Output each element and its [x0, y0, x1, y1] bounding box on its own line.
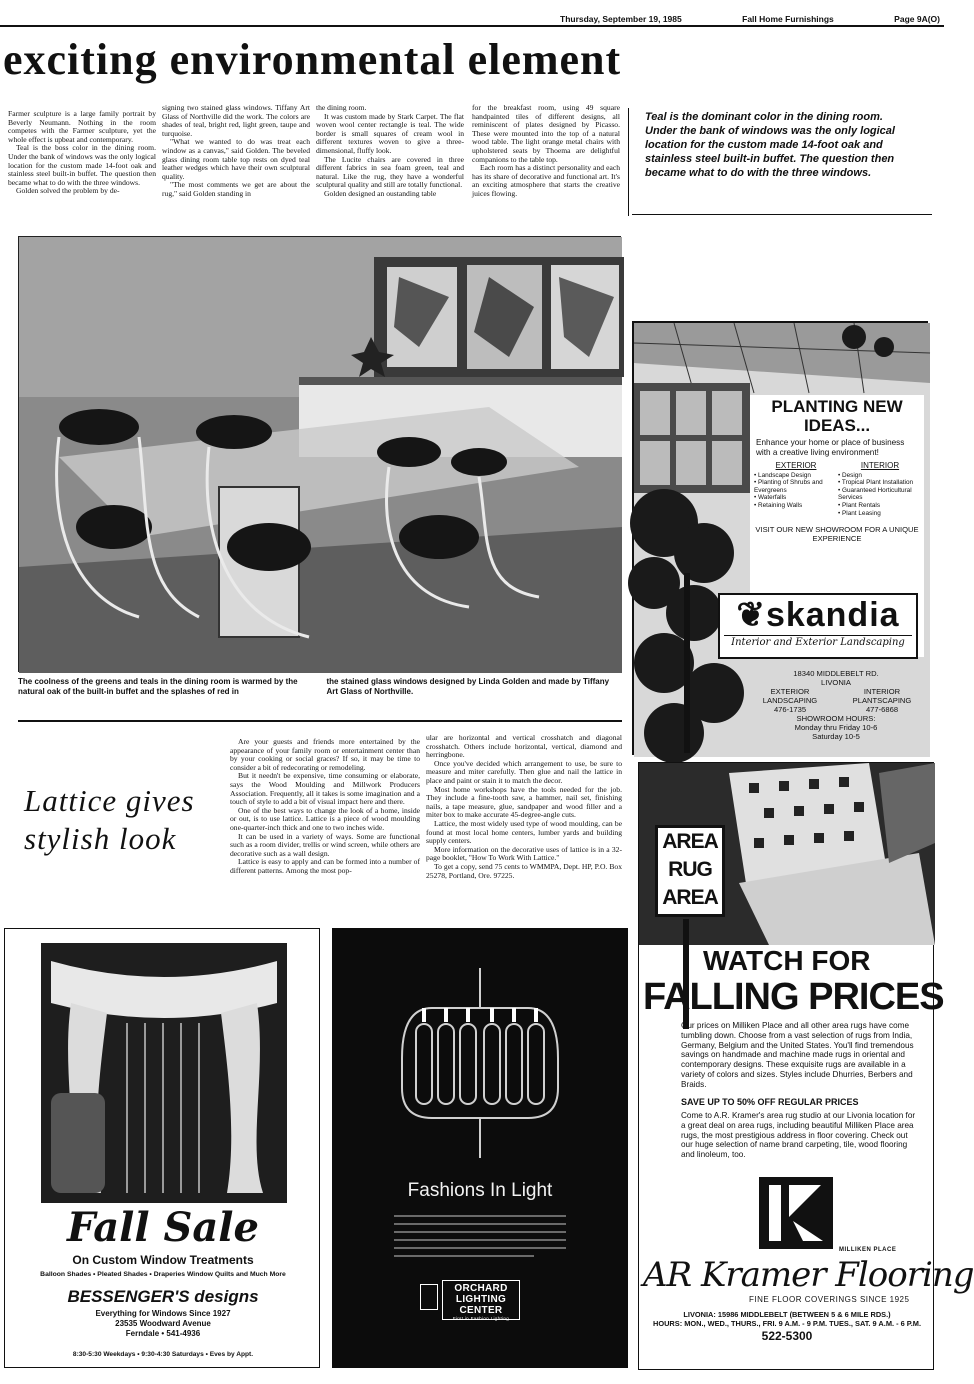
kramer-falling-prices: FALLING PRICES — [643, 976, 944, 1018]
orchard-logo-tagline: First in Fashion Lighting — [452, 1316, 510, 1321]
page-masthead — [560, 14, 940, 24]
paragraph: The Lucite chairs are covered in three different fabrics in sea foam green, teal and natural. Like the rug, they have a wonderful sculptural quality and still are totally functional. — [316, 154, 464, 190]
list-item: • Plant Rentals — [838, 502, 922, 510]
masthead-rule — [0, 25, 944, 27]
milliken-place-label: MILLIKEN PLACE — [839, 1247, 897, 1253]
area-rug-sign: AREA RUG AREA — [655, 825, 725, 917]
skandia-ad — [632, 321, 928, 755]
drapery-illustration — [41, 943, 287, 1203]
dining-room-illustration — [19, 237, 622, 673]
list-item: • Landscape Design — [754, 472, 838, 480]
skandia-leaf-icon: ❦ — [736, 596, 766, 634]
bessenger-address: 23535 Woodward Avenue — [115, 1319, 211, 1328]
list-item: • Plant Leasing — [838, 510, 922, 518]
lattice-column-2 — [426, 734, 622, 914]
paragraph: Most home workshops have the tools needed for the job. They include a fine-tooth saw, a hammer, nail set, finishing nails, a tape measure, glue, sandpaper and wood filler and a miter box to make accurate 45-degree-angle cuts. — [426, 784, 622, 820]
paragraph: One of the best ways to change the look of a home, inside or out, is to use lattice. Lattice is a piece of wood moulding one-quarter-inch thick and one to two inches wide. — [230, 805, 420, 832]
lattice-headline: Lattice gives stylish look — [24, 783, 195, 856]
paragraph: Golden designed an oustanding table — [324, 188, 437, 198]
kramer-tagline: FINE FLOOR COVERINGS SINCE 1925 — [749, 1295, 910, 1304]
bessenger-headline: Fall Sale — [67, 1204, 259, 1251]
section-rule — [18, 720, 622, 722]
skandia-logo — [718, 593, 918, 659]
paragraph: Golden solved the problem by de- — [16, 186, 120, 196]
kramer-watch-for: WATCH FOR — [703, 945, 871, 976]
skandia-headline: PLANTING NEW IDEAS... — [771, 397, 903, 435]
kramer-address: LIVONIA: 15986 MIDDLEBELT (BETWEEN 5 & 6 MILE RDS.) HOURS: MON., WED., THURS., FRI. 9 A.M. - 9 P.M. TUES., SAT. 9 A.M. - 6 P.M. — [645, 1311, 929, 1328]
showroom-hours-saturday: Saturday 10-5 — [812, 732, 860, 741]
paragraph: Lattice is easy to apply and can be formed into a number of different patterns. Among the most pop- — [230, 857, 420, 875]
list-item: • Design — [838, 472, 922, 480]
list-item: • Tropical Plant Installation — [838, 479, 922, 487]
kramer-flooring-ad — [638, 762, 974, 1370]
paragraph: Farmer sculpture is a large family portrait by Beverly Neumann. Nothing in the room competes with the Farmer sculpture, yet the whole effect is upbeat and contemporary. — [8, 109, 156, 144]
orchard-fine-print — [394, 1212, 566, 1268]
kramer-body: Our prices on Milliken Place and all other area rugs have come tumbling down. Choose from a vast selection of rugs from India, Germany, Belgium and the United States. You'll find tremendous savings on handmade and machine made rugs in oriental and contemporary designs. These exquisite rugs are available in a variety of colors and sizes. Styles include Dhurries, Berbers and Braids. — [681, 1021, 914, 1089]
paragraph: Once you've decided which arrangement to use, be sure to measure and miter carefully. Then glue and nail the lattice in place and paint or stain it to match the decor. — [426, 758, 622, 785]
article-column-1 — [8, 110, 156, 222]
paragraph: It can be used in a variety of ways. Some are functional such as a room divider, trellis or wind screen, while others are decorative such as a wall design. — [230, 831, 420, 858]
exterior-title: EXTERIOR — [775, 461, 817, 470]
masthead-date: Thursday, September 19, 1985 — [560, 14, 682, 24]
kramer-name: AR Kramer Flooring — [643, 1255, 974, 1295]
masthead-page: Page 9A(O) — [894, 14, 940, 24]
paragraph: Each room has a distinct personality and each has its share of decorative and functional art. It's an exciting atmosphere that starts the creative juices flowing. — [472, 163, 620, 198]
bessenger-hours: 8:30-5:30 Weekdays • 9:30-4:30 Saturdays • Eves by Appt. — [72, 1351, 254, 1358]
bessenger-city-phone: Ferndale • 541-4936 — [125, 1329, 201, 1338]
photo-caption — [18, 677, 621, 697]
list-item: • Waterfalls — [754, 494, 838, 502]
bessenger-name: BESSENGER'S designs — [67, 1287, 259, 1306]
dining-room-photo — [18, 236, 621, 672]
article-column-4 — [472, 104, 620, 222]
bessenger-subhead: On Custom Window Treatments — [72, 1253, 254, 1267]
lattice-column-1 — [230, 738, 420, 920]
skandia-services — [750, 458, 924, 517]
masthead-section: Fall Home Furnishings — [742, 14, 834, 24]
paragraph: To get a copy, send 75 cents to WMMPA, Dept. HP, P.O. Box 25278, Portland, Ore. 97225. — [426, 861, 622, 880]
list-item: • Planting of Shrubs and Evergreens — [754, 479, 838, 494]
kramer-save-offer: SAVE UP TO 50% OFF REGULAR PRICES — [681, 1097, 859, 1107]
column-rule — [628, 108, 629, 216]
article-column-3 — [316, 104, 464, 222]
skandia-visit: VISIT OUR NEW SHOWROOM FOR A UNIQUE EXPERIENCE — [755, 525, 919, 544]
list-item: • Retaining Walls — [754, 502, 838, 510]
kramer-body-2: Come to A.R. Kramer's area rug studio at our Livonia location for a great deal on area rugs, including beautiful Milliken Place area rugs, the most prestigious address in floor covering. Check out our huge selection of name brand carpeting, tile, wood flooring and linoleum, too. — [681, 1111, 916, 1160]
interior-contact: INTERIOR PLANTSCAPING 477-6868 — [836, 687, 928, 714]
paragraph: Lattice, the most widely used type of wood moulding, can be found at most local home centers, lumber yards and building supply centers. — [426, 818, 622, 846]
paragraph: signing two stained glass windows. Tiffany Art Glass of Northville did the work. The colors are shades of teal, bright red, light green, taupe and turquoise. — [162, 103, 310, 138]
exterior-services — [754, 462, 838, 517]
pull-quote-rule — [632, 214, 932, 215]
caption-left: The coolness of the greens and teals in the dining room is warmed by the natural oak of the built-in buffet and the splashes of red in — [18, 677, 298, 696]
paragraph: "What we wanted to do was treat each window as a canvas," said Golden. The beveled glass dining room table top rests on dyed teal leather wedges which have their own sculptural quality. — [162, 137, 310, 181]
skandia-contact — [744, 669, 928, 741]
interior-phone: 477-6868 — [865, 705, 899, 714]
paragraph: the dining room. — [316, 103, 367, 112]
caption-right: the stained glass windows designed by Linda Golden and made by Tiffany Art Glass of Northville. — [326, 677, 610, 696]
pull-quote: Teal is the dominant color in the dining room. Under the bank of windows was the only logical location for the custom made 14-foot oak and stainless steel built-in buffet. The question then became what to do with the three windows. — [645, 111, 895, 179]
chandelier-illustration — [392, 968, 568, 1168]
interior-services — [838, 462, 922, 517]
article-column-2 — [162, 104, 310, 222]
article-headline: exciting environmental element — [3, 35, 622, 84]
interior-title: INTERIOR — [860, 461, 900, 470]
skandia-city: LIVONIA — [821, 678, 851, 687]
showroom-hours-weekday: Monday thru Friday 10-6 — [794, 723, 878, 732]
paragraph: "The most comments we get are about the rug," said Golden standing in — [162, 180, 310, 198]
orchard-headline: Fashions In Light — [407, 1180, 553, 1201]
skandia-tagline: Interior and Exterior Landscaping — [724, 635, 912, 650]
orchard-lighting-ad — [332, 928, 628, 1368]
skandia-address: 18340 MIDDLEBELT RD. — [793, 669, 879, 678]
skandia-intro: Enhance your home or place of business with a creative living environment! — [756, 438, 905, 457]
bessenger-items: Balloon Shades • Pleated Shades • Draperies Window Quilts and Much More — [40, 1271, 286, 1278]
list-item: • Guaranteed Horticultural Services — [838, 487, 922, 502]
skandia-brand: ❦skandia — [736, 596, 900, 634]
paragraph: for the breakfast room, using 49 square handpainted tiles of different designs, all reminiscent of plates designed by Picasso. These were mounted into the top of a natural wood table. The light orange metal chairs with upholstered seats by Thoema are delightful companions to the table top. — [472, 103, 620, 164]
showroom-hours-title: SHOWROOM HOURS: — [796, 714, 876, 723]
paragraph: Teal is the boss color in the dining room. Under the bank of windows was the only logical location for the custom made 14-foot oak and stainless steel built-in buffet. The question then became what to do with the three windows. — [8, 143, 156, 187]
skandia-phones — [744, 687, 928, 714]
exterior-phone: 476-1735 — [773, 705, 807, 714]
bessenger-since: Everything for Windows Since 1927 — [95, 1309, 231, 1318]
orchard-logo-mark-icon — [420, 1284, 438, 1310]
exterior-contact: EXTERIOR LANDSCAPING 476-1735 — [744, 687, 836, 714]
kramer-hours: HOURS: MON., WED., THURS., FRI. 9 A.M. - 9 P.M. TUES., SAT. 9 A.M. - 6 P.M. — [653, 1318, 921, 1328]
paragraph: It was custom made by Stark Carpet. The flat woven wool center rectangle is teal. The wide border is small squares of cream wool in different textures woven to give a three-dimensional, fluffy look. — [316, 111, 464, 155]
paragraph: More information on the decorative uses of lattice is in a 32-page booklet, "How To Work With Lattice." — [426, 844, 622, 863]
bessenger-info — [5, 1309, 321, 1339]
kramer-phone: 522-5300 — [761, 1329, 813, 1343]
paragraph: Are your guests and friends more entertained by the appearance of your family room or entertainment center than by your cooking or social graces? If so, it may be time to consider a bit of redecorating or remodeling. — [230, 737, 420, 772]
paragraph: ular are horizontal and vertical crosshatch and diagonal crosshatch. Others include horizontal, vertical, diamond and herringbone. — [426, 733, 622, 760]
kramer-k-logo-icon — [759, 1177, 833, 1249]
paragraph: But it needn't be expensive, time consuming or elaborate, says the Wood Moulding and Millwork Producers Association. Frequently, all it takes is some imagination and a touch of style to add a bit of visual impact here and there. — [230, 771, 420, 807]
bessenger-ad — [4, 928, 320, 1368]
orchard-logo: ORCHARD LIGHTING CENTER First in Fashion Lighting — [442, 1280, 520, 1320]
